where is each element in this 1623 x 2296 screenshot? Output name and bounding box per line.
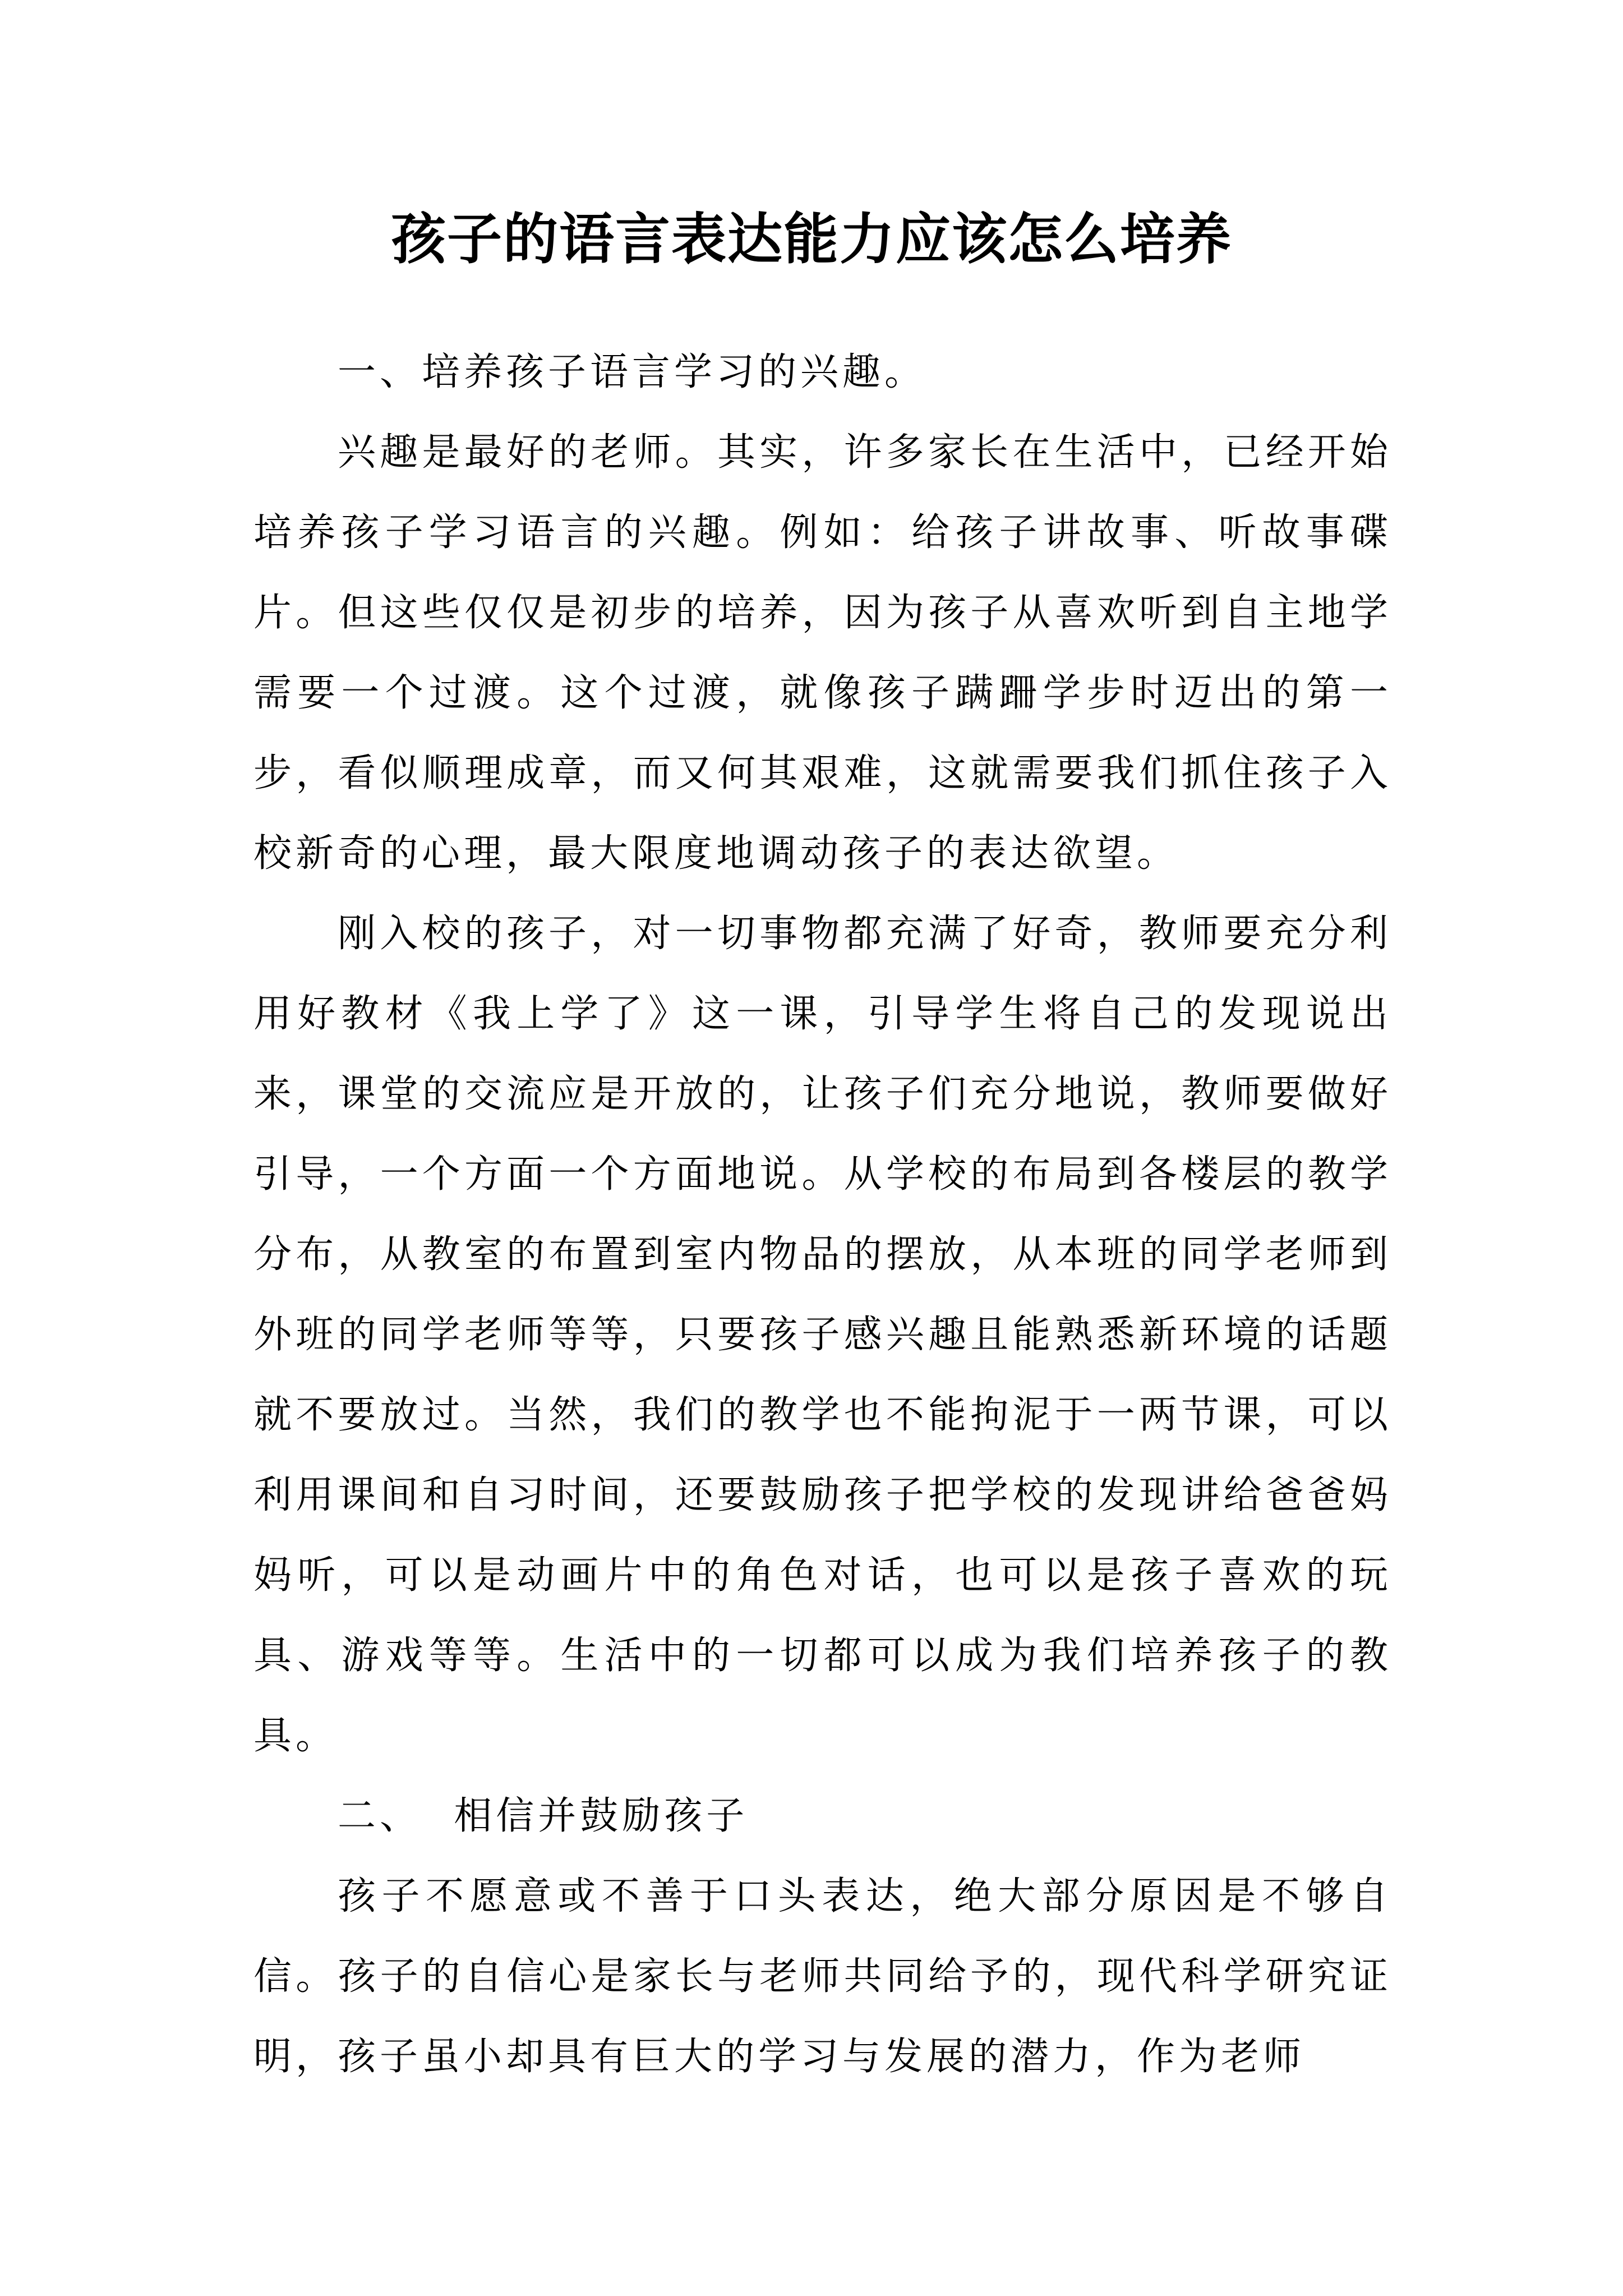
paragraph: 兴趣是最好的老师。其实，许多家长在生活中，已经开始培养孩子学习语言的兴趣。例如：给孩子讲故事、听故事碟片。但这些仅仅是初步的培养，因为孩子从喜欢听到自主地学需要一个过渡。这个过渡，就像孩子蹒跚学步时迈出的第一步，看似顺理成章，而又何其艰难，这就需要我们抓住孩子入校新奇的心理，最大限度地调动孩子的表达欲望。 bbox=[253, 430, 1392, 876]
paragraph: 孩子不愿意或不善于口头表达，绝大部分原因是不够自信。孩子的自信心是家长与老师共同给予的，现代科学研究证明，孩子虽小却具有巨大的学习与发展的潜力，作为老师 bbox=[253, 1874, 1392, 2079]
section-heading-2: 二、 相信并鼓励孩子 bbox=[338, 1794, 749, 1838]
paragraph: 刚入校的孩子，对一切事物都充满了好奇，教师要充分利用好教材《我上学了》这一课，引导学生将自己的发现说出来，课堂的交流应是开放的，让孩子们充分地说，教师要做好引导，一个方面一个方面地说。从学校的布局到各楼层的教学分布，从教室的布置到室内物品的摆放，从本班的同学老师到外班的同学老师等等，只要孩子感兴趣且能熟悉新环境的话题就不要放过。当然，我们的教学也不能拘泥于一两节课，可以利用课间和自习时间，还要鼓励孩子把学校的发现讲给爸爸妈妈听，可以是动画片中的角色对话，也可以是孩子喜欢的玩具、游戏等等。生活中的一切都可以成为我们培养孩子的教具。 bbox=[253, 912, 1392, 1758]
document-body bbox=[253, 332, 1392, 2097]
page-title: 孩子的语言表达能力应该怎么培养 bbox=[390, 208, 1232, 272]
section-heading-1: 一、培养孩子语言学习的兴趣。 bbox=[338, 350, 927, 394]
